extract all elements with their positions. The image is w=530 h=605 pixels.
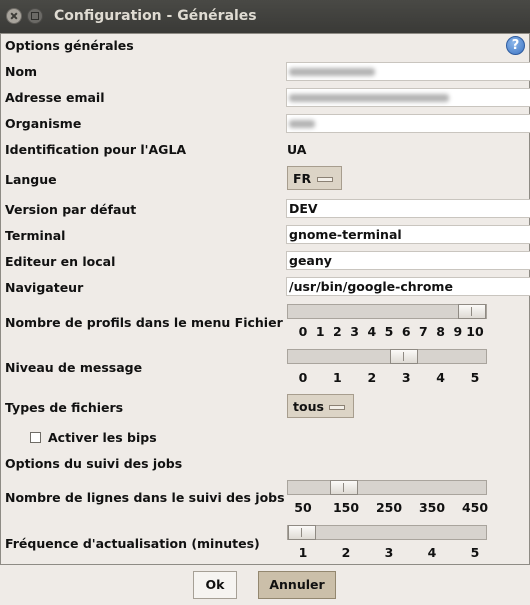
redacted-value (289, 94, 449, 102)
navigateur-field[interactable]: /usr/bin/google-chrome (286, 277, 530, 296)
editeur-label: Editeur en local (5, 254, 116, 269)
redacted-value (289, 68, 375, 76)
version-label: Version par défaut (5, 202, 137, 217)
freq-slider[interactable] (287, 525, 487, 540)
close-icon[interactable] (6, 8, 22, 24)
tick-label: 0 (298, 370, 308, 385)
langue-select[interactable] (287, 166, 342, 190)
tick-label: 3 (350, 324, 359, 339)
email-label: Adresse email (5, 90, 105, 105)
slider-thumb[interactable] (458, 304, 486, 319)
org-field[interactable] (286, 114, 530, 133)
version-field[interactable]: DEV (286, 199, 530, 218)
window-title: Configuration - Générales (54, 8, 257, 24)
tick-label: 4 (436, 370, 445, 385)
nom-field[interactable] (286, 62, 530, 81)
tick-label: 250 (375, 500, 403, 515)
freq-label: Fréquence d'actualisation (minutes) (5, 536, 260, 551)
terminal-field[interactable]: gnome-terminal (286, 225, 530, 244)
bips-checkbox[interactable] (30, 432, 41, 443)
tick-label: 2 (341, 545, 351, 560)
section-title-jobs: Options du suivi des jobs (5, 456, 183, 471)
config-panel (0, 33, 530, 565)
tick-label: 10 (466, 324, 484, 339)
langue-label: Langue (5, 172, 57, 187)
ok-button[interactable]: Ok (193, 571, 237, 599)
tick-label: 3 (401, 370, 411, 385)
langue-value: FR (293, 171, 312, 186)
types-select[interactable] (287, 394, 354, 418)
tick-label: 150 (332, 500, 360, 515)
tick-label: 1 (333, 370, 342, 385)
cancel-button[interactable]: Annuler (258, 571, 336, 599)
terminal-label: Terminal (5, 228, 66, 243)
freq-ticks (290, 545, 488, 561)
nom-label: Nom (5, 64, 38, 79)
tick-label: 7 (419, 324, 428, 339)
tick-label: 450 (461, 500, 489, 515)
title-bar (0, 0, 530, 33)
message-ticks (290, 370, 488, 386)
slider-thumb[interactable] (390, 349, 418, 364)
tick-label: 1 (298, 545, 308, 560)
maximize-icon[interactable] (27, 8, 43, 24)
tick-label: 1 (315, 324, 325, 339)
types-label: Types de fichiers (5, 400, 124, 415)
agla-value: UA (287, 142, 307, 157)
tick-label: 4 (367, 324, 377, 339)
tick-label: 8 (436, 324, 445, 339)
tick-label: 350 (418, 500, 446, 515)
editeur-field[interactable]: geany (286, 251, 530, 270)
tick-label: 4 (427, 545, 437, 560)
help-icon[interactable]: ? (506, 36, 525, 55)
tick-label: 5 (384, 324, 394, 339)
navigateur-label: Navigateur (5, 280, 84, 295)
profils-slider[interactable] (287, 304, 487, 319)
tick-label: 9 (453, 324, 463, 339)
profils-ticks (290, 324, 488, 340)
lignes-ticks (290, 500, 488, 516)
email-field[interactable] (286, 88, 530, 107)
agla-label: Identification pour l'AGLA (5, 142, 187, 157)
slider-thumb[interactable] (288, 525, 316, 540)
section-title-general: Options générales (5, 38, 134, 53)
tick-label: 0 (298, 324, 308, 339)
lignes-slider[interactable] (287, 480, 487, 495)
message-slider[interactable] (287, 349, 487, 364)
lignes-label: Nombre de lignes dans le suivi des jobs (5, 490, 285, 505)
slider-thumb[interactable] (330, 480, 358, 495)
types-value: tous (293, 399, 324, 414)
dropdown-indicator-icon (317, 177, 333, 182)
tick-label: 2 (367, 370, 377, 385)
redacted-value (289, 120, 315, 128)
tick-label: 5 (470, 370, 480, 385)
tick-label: 50 (294, 500, 312, 515)
profils-label: Nombre de profils dans le menu Fichier (5, 315, 283, 330)
tick-label: 3 (384, 545, 394, 560)
tick-label: 5 (470, 545, 480, 560)
dropdown-indicator-icon (329, 405, 345, 410)
tick-label: 6 (401, 324, 411, 339)
bips-label: Activer les bips (48, 430, 157, 445)
tick-label: 2 (333, 324, 342, 339)
message-label: Niveau de message (5, 360, 143, 375)
org-label: Organisme (5, 116, 82, 131)
